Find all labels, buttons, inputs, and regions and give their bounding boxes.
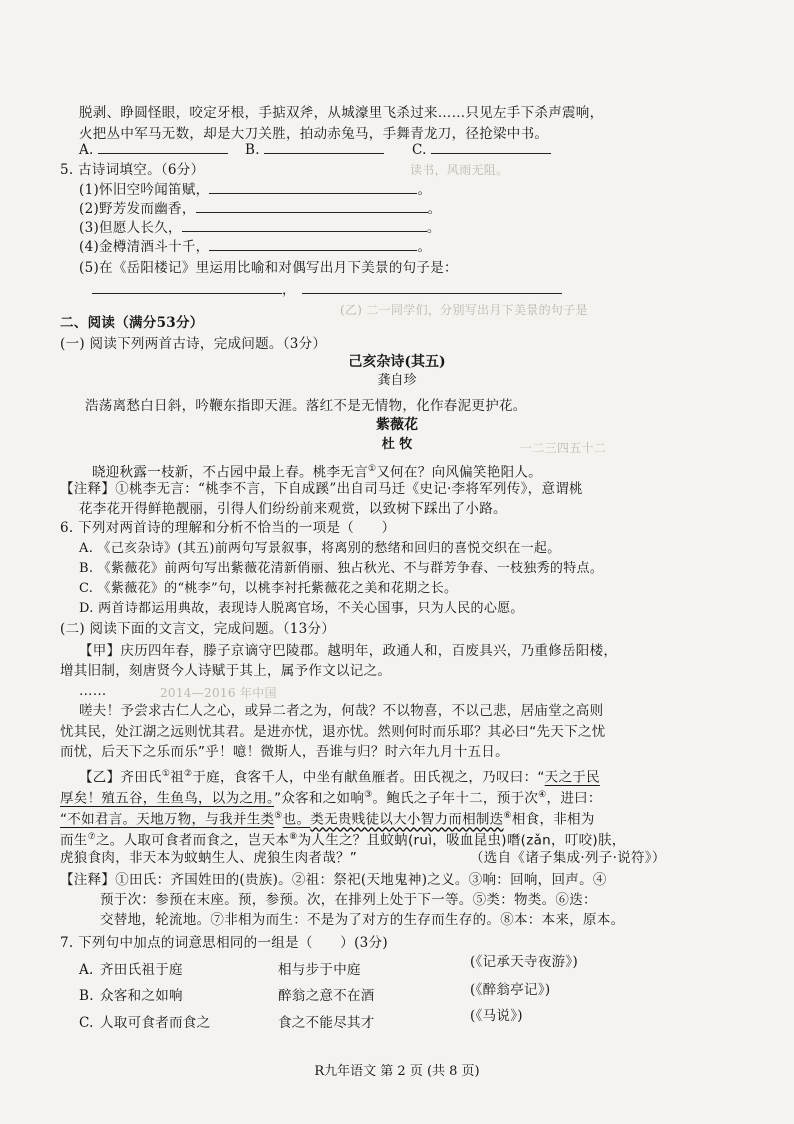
q5-item-2: (2)野芳发而幽香， 。 [79,201,442,217]
q7-option-c-right: 食之不能尽其才 [278,1015,375,1031]
q4-answer-blank-c[interactable] [431,141,551,154]
poem-1-body: 浩荡离愁白日斜，吟鞭东指即天涯。落红不是无情物，化作春泥更护花。 [85,398,527,414]
passage-yi-line: 虎狼食肉，非天本为蚊蚋生人、虎狼生肉者哉？” [60,850,358,866]
q4-answer-row [245,140,384,160]
q4-passage-line: 火把丛中军马无数，却是大刀关胜，拍动赤兔马，手舞青龙刀，径抢梁中书。 [79,126,549,142]
q5-item-5-answer: ， [92,280,562,300]
question-7-title: 7. 下列句中加点的词意思相同的一组是（ ）(3分) [60,935,388,951]
passage-jia-line: 【甲】庆历四年春，滕子京谪守巴陵郡。越明年，政通人和，百废具兴，乃重修岳阳楼， [79,643,618,659]
passage-source: （选自《诸子集成·列子·说符》） [470,850,666,866]
question-5-title: 5. 古诗词填空。（6分） [60,162,205,178]
q7-option-b-left: 众客和之如响 [100,988,183,1004]
poem-2-author: 杜 牧 [381,437,413,452]
reading-part-2-title: (二) 阅读下面的文言文，完成问题。（13分） [60,621,336,637]
q6-option-a[interactable]: A. 《己亥杂诗》(其五)前两句写景叙事，将离别的愁绪和回归的喜悦交织在一起。 [79,541,561,556]
passage-note-line: 【注释】①田氏：齐国姓田的(贵族)。②祖：祭祀(天地鬼神)之义。③响：回响，回声。④ [60,872,607,888]
passage-jia-line: 忧其民，处江湖之远则忧其君。是进亦忧，退亦忧。然则何时而乐耶？其必曰“先天下之忧 [60,724,606,740]
q7-option-c-label[interactable]: C. [79,1015,94,1031]
q7-option-c-source: (《马说》) [470,1008,523,1024]
q4-answer-row [79,140,228,160]
passage-note-line: 交替地，轮流地。⑦非相为而生：不是为了对方的生存而生存的。⑧本：本来，原本。 [100,912,625,928]
underlined-sentence: 厚矣！殖五谷，生鱼鸟，以为之用。 [60,790,275,807]
poem-note-line: 【注释】①桃李无言：“桃李不言，下自成蹊”出自司马迁《史记·李将军列传》，意谓桃 [60,481,583,497]
q7-option-a-left: 齐田氏祖于庭 [100,962,183,978]
answer-blank[interactable] [182,219,427,232]
passage-note-line: 预于次：参预在末座。预，参预。次，在排列上处于下一等。⑤类：物类。⑥迭： [100,892,597,908]
q5-item-1: (1)怀旧空吟闻笛赋， 。 [79,182,432,198]
reading-part-1-title: (一) 阅读下列两首古诗，完成问题。（3分） [60,336,327,352]
q4-passage-line: 脱剥、睁圆怪眼，咬定牙根，手掂双斧，从城濠里飞杀过来……只见左手下杀声震响， [79,105,604,121]
answer-blank[interactable] [92,281,282,294]
underlined-sentence: “不如君言。天地万物，与我并生类 [60,811,275,828]
underlined-sentence: 天之于民 [544,769,600,786]
q7-option-a-label[interactable]: A. [79,962,94,978]
answer-blank[interactable] [209,181,417,194]
poem-2-body: 晓迎秋露一枝新，不占园中最上春。桃李无言①又何在？向风偏笑艳阳人。 [92,464,542,481]
poem-1-author: 龚自珍 [377,373,417,388]
q5-item-4: (4)金樽清酒斗十千， 。 [79,239,432,255]
passage-jia-line: 而忧，后天下之乐而乐”乎！噫！微斯人，吾谁与归？时六年九月十五日。 [60,744,509,760]
page-footer: R九年语文 第 2 页 (共 8 页) [314,1064,480,1079]
bleed-through-text: 2014—2016 年中国 [160,686,277,700]
passage-jia-line: 嗟夫！予尝求古仁人之心，或异二者之为，何哉？不以物喜，不以己悲，居庙堂之高则 [79,703,604,719]
q4-option-c-label: C. [412,142,427,158]
q5-item-3: (3)但愿人长久， 。 [79,220,441,236]
q7-option-a-right: 相与步于中庭 [278,962,361,978]
poem-2-title: 紫薇花 [376,417,418,433]
passage-jia-line: 增其旧制，刻唐贤今人诗赋于其上，属予作文以记之。 [60,663,392,679]
q7-option-a-source: (《记承天寺夜游》) [470,954,579,970]
question-6-title: 6. 下列对两首诗的理解和分析不恰当的一项是（ ） [60,520,396,536]
q6-option-c[interactable]: C. 《紫薇花》的“桃李”句，以桃李衬托紫薇花之美和花期之长。 [79,581,458,596]
q4-answer-blank-a[interactable] [98,141,228,154]
passage-yi-line: 而生⑦之。人取可食者而食之，岂天本⑧为人生之？且蚊蚋(ruì，吸血昆虫)噆(zǎn，叮咬)肤， [60,832,626,849]
q4-option-a-label: A. [79,142,94,158]
bleed-through-text: 读书，风雨无阻。 [410,163,509,177]
q4-answer-row [412,140,551,160]
answer-blank[interactable] [209,238,417,251]
passage-jia-ellipsis: …… [79,683,107,699]
poem-1-title: 己亥杂诗(其五) [348,354,446,370]
q6-option-b[interactable]: B. 《紫薇花》前两句写出紫薇花清新俏丽、独占秋光、不与群芳争春、一枝独秀的特点。 [79,561,604,576]
wavy-underlined-sentence: 类无贵贱徒以大小智力而相制迭 [310,811,504,828]
poem-note-line: 花李花开得鲜艳靓丽，引得人们纷纷前来观赏，以致树下踩出了小路。 [79,501,507,517]
passage-yi-line: 【乙】齐田氏①祖②于庭，食客千人，中坐有献鱼雁者。田氏视之，乃叹曰：“天之于民 [79,769,600,786]
q4-option-b-label: B. [245,142,260,158]
bleed-through-text: 一二三四五十二 [520,441,607,455]
q7-option-c-left: 人取可食者而食之 [100,1015,211,1031]
answer-blank[interactable] [196,200,428,213]
section-2-title: 二、阅读（满分53分） [60,315,204,331]
q7-option-b-source: (《醉翁亭记》) [470,982,551,998]
q7-option-b-right: 醉翁之意不在酒 [278,988,375,1004]
passage-yi-line: 厚矣！殖五谷，生鱼鸟，以为之用。”众客和之如响③。鲍氏之子年十二，预于次④，进曰： [60,790,602,807]
q6-option-d[interactable]: D. 两首诗都运用典故，表现诗人脱离官场，不关心国事，只为人民的心愿。 [79,601,524,616]
passage-yi-line: “不如君言。天地万物，与我并生类⑤也。类无贵贱徒以大小智力而相制迭⑥相食，非相为 [60,811,595,828]
answer-blank[interactable] [302,281,562,294]
q5-item-5: (5)在《岳阳楼记》里运用比喻和对偶写出月下美景的句子是： [79,260,458,276]
q7-option-b-label[interactable]: B. [79,988,94,1004]
q4-answer-blank-b[interactable] [264,141,384,154]
bleed-through-text: (乙) 二一同学们，分别写出月下美景的句子是 [340,303,588,317]
